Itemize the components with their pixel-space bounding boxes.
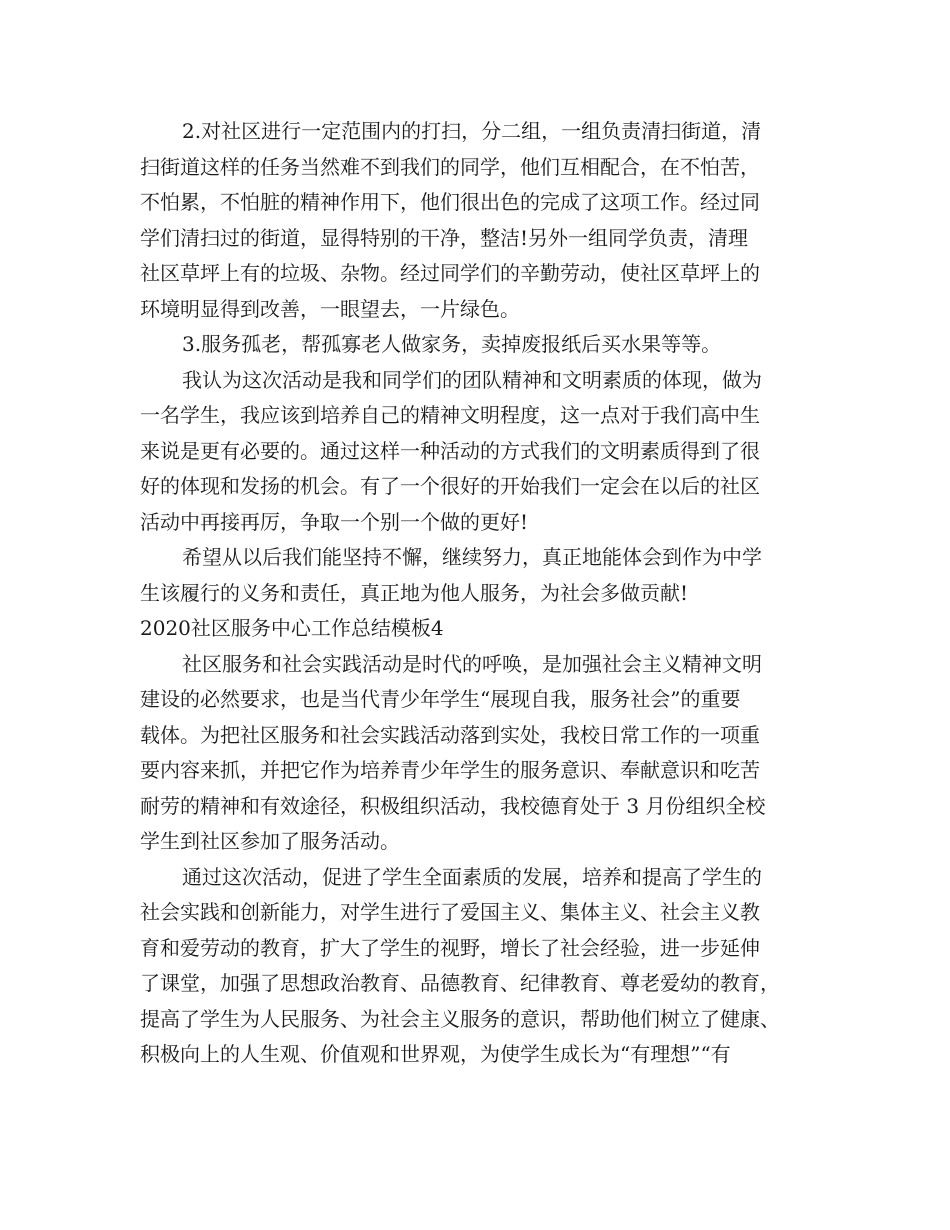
text-line: 3.服务孤老，帮孤寡老人做家务，卖掉废报纸后买水果等等。 xyxy=(182,332,722,356)
text-line: 积极向上的人生观、价值观和世界观，为使学生成长为“有理想”“有 xyxy=(140,1042,731,1066)
text-line: 学生到社区参加了服务活动。 xyxy=(140,829,400,853)
text-line: 社区草坪上有的垃圾、杂物。经过同学们的辛勤劳动，使社区草坪上的 xyxy=(140,261,760,285)
text-line: 环境明显得到改善，一眼望去，一片绿色。 xyxy=(140,296,520,321)
text-line: 要内容来抓，并把它作为培养青少年学生的服务意识、奉献意识和吃苦 xyxy=(140,758,760,782)
section-heading: 2020社区服务中心工作总结模板4 xyxy=(140,616,444,640)
text-line: 学们清扫过的街道，显得特别的干净，整洁!另外一组同学负责，清理 xyxy=(140,225,749,250)
text-line: 社区服务和社会实践活动是时代的呼唤，是加强社会主义精神文明 xyxy=(182,651,762,676)
text-line: 提高了学生为人民服务、为社会主义服务的意识，帮助他们树立了健康、 xyxy=(140,1006,780,1031)
text-line: 了课堂，加强了思想政治教育、品德教育、纪律教育、尊老爱幼的教育， xyxy=(140,971,780,995)
text-line: 好的体现和发扬的机会。有了一个很好的开始我们一定会在以后的社区 xyxy=(140,474,760,498)
text-line: 育和爱劳动的教育，扩大了学生的视野，增长了社会经验，进一步延伸 xyxy=(140,935,760,960)
text-line: 建设的必然要求，也是当代青少年学生“展现自我，服务社会”的重要 xyxy=(140,687,741,711)
text-line: 活动中再接再厉，争取一个别一个做的更好! xyxy=(140,509,529,534)
text-line: 一名学生，我应该到培养自己的精神文明程度，这一点对于我们高中生 xyxy=(140,403,760,427)
text-line: 不怕累，不怕脏的精神作用下，他们很出色的完成了这项工作。经过同 xyxy=(140,190,760,214)
document-body xyxy=(140,114,820,1073)
text-line: 我认为这次活动是我和同学们的团队精神和文明素质的体现，做为 xyxy=(182,367,762,392)
text-line: 2.对社区进行一定范围内的打扫，分二组，一组负责清扫街道，清 xyxy=(182,119,762,143)
text-line: 耐劳的精神和有效途径，积极组织活动，我校德育处于 3 月份组织全校 xyxy=(140,793,766,818)
text-line: 生该履行的义务和责任，真正地为他人服务，为社会多做贡献! xyxy=(140,580,689,605)
text-line: 来说是更有必要的。通过这样一种活动的方式我们的文明素质得到了很 xyxy=(140,438,760,463)
text-line: 载体。为把社区服务和社会实践活动落到实处，我校日常工作的一项重 xyxy=(140,722,760,747)
text-line: 通过这次活动，促进了学生全面素质的发展，培养和提高了学生的 xyxy=(182,864,762,889)
text-line: 扫街道这样的任务当然难不到我们的同学，他们互相配合，在不怕苦， xyxy=(140,154,760,179)
text-line: 希望从以后我们能坚持不懈，继续努力，真正地能体会到作为中学 xyxy=(182,545,762,569)
text-line: 社会实践和创新能力，对学生进行了爱国主义、集体主义、社会主义教 xyxy=(140,900,760,924)
